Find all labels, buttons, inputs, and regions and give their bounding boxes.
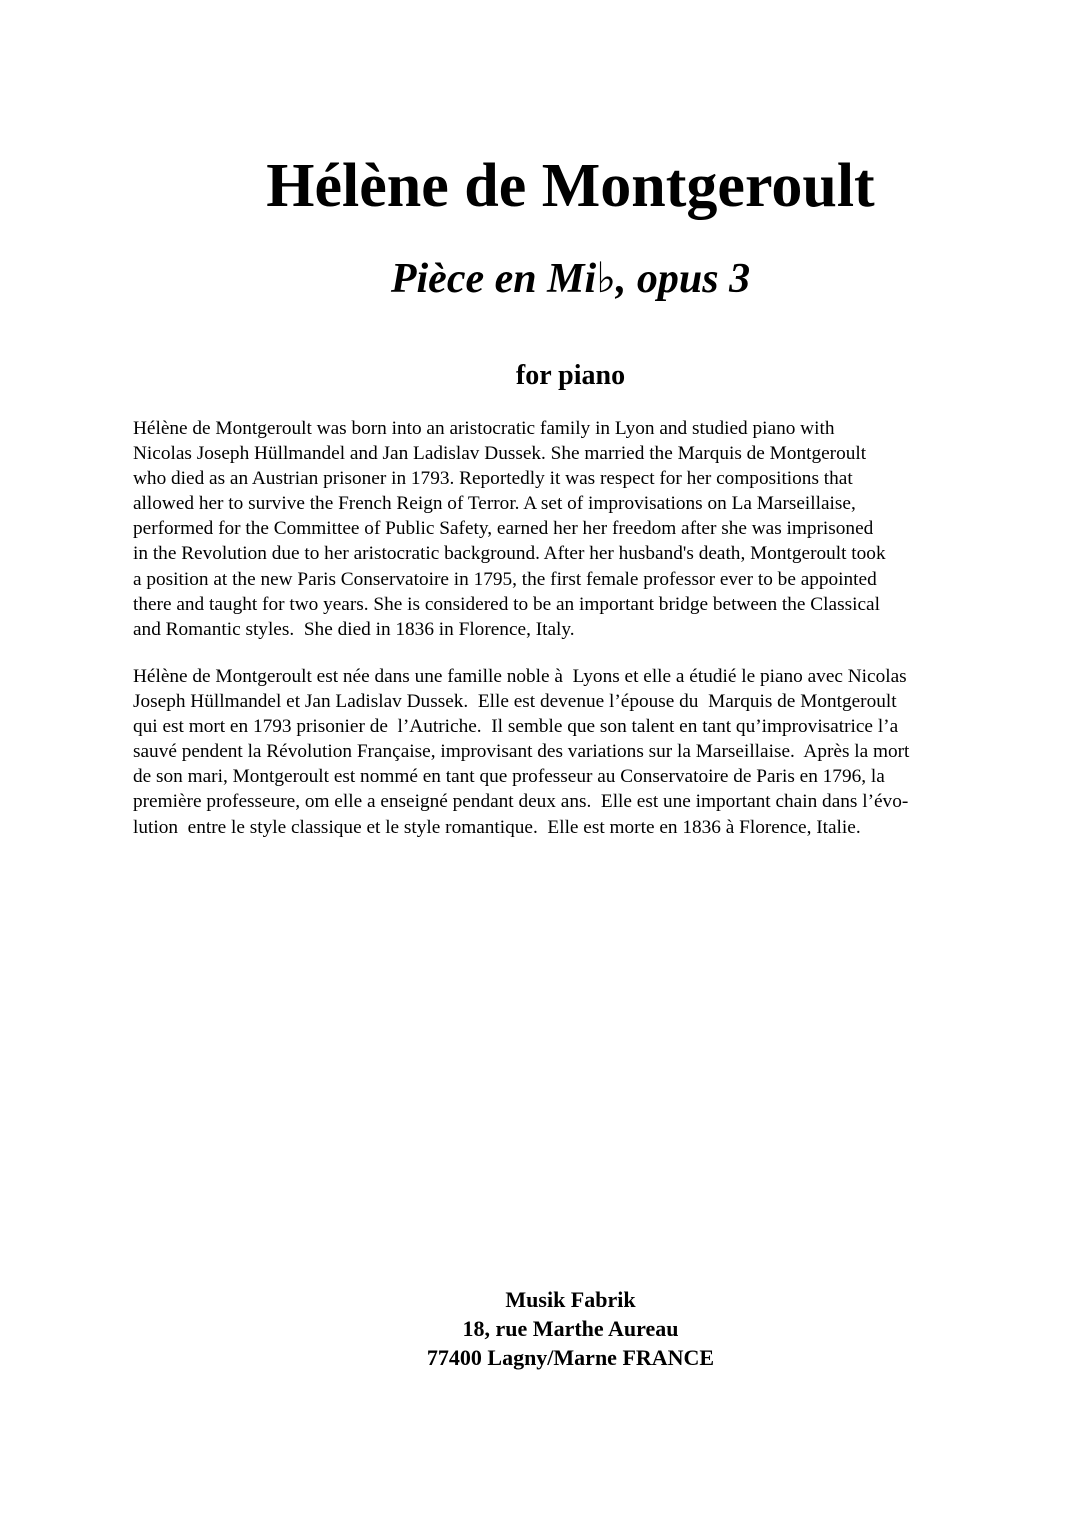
biography-french bbox=[133, 664, 1033, 840]
biography-line: Nicolas Joseph Hüllmandel and Jan Ladislav Dussek. She married the Marquis de Montgeroult bbox=[133, 443, 867, 465]
biography-line: allowed her to survive the French Reign of Terror. A set of improvisations on La Marseillaise, bbox=[133, 493, 856, 515]
biography-english bbox=[133, 416, 1033, 642]
instrumentation: for piano bbox=[515, 360, 626, 391]
biography-line: and Romantic styles. She died in 1836 in Florence, Italy. bbox=[133, 618, 575, 640]
publisher-name: Musik Fabrik bbox=[505, 1287, 636, 1312]
biography-line: qui est mort en 1793 prisonier de l’Autriche. Il semble que son talent en tant qu’improvisatrice l’a bbox=[133, 716, 899, 738]
publisher-street: 18, rue Marthe Aureau bbox=[462, 1316, 679, 1341]
biography-line: who died as an Austrian prisoner in 1793. Reportedly it was respect for her compositions that bbox=[133, 468, 853, 490]
biography-line: there and taught for two years. She is considered to be an important bridge between the Classical bbox=[133, 593, 880, 615]
biography-line: a position at the new Paris Conservatoire in 1795, the first female professor ever to be appointed bbox=[133, 568, 877, 590]
biography-line: première professeure, om elle a enseigné pendant deux ans. Elle est une important chain dans l’évo- bbox=[133, 791, 909, 813]
biography-line: Hélène de Montgeroult was born into an aristocratic family in Lyon and studied piano with bbox=[133, 418, 835, 439]
biography-line: in the Revolution due to her aristocratic background. After her husband's death, Montgeroult took bbox=[133, 543, 886, 565]
biography-line: Hélène de Montgeroult est née dans une famille noble à Lyons et elle a étudié le piano avec Nicolas bbox=[133, 666, 907, 687]
biography-line: Joseph Hüllmandel et Jan Ladislav Dussek. Elle est devenue l’épouse du Marquis de Montgeroult bbox=[133, 691, 897, 713]
composer-name: Hélène de Montgeroult bbox=[266, 152, 875, 220]
biography-line: lution entre le style classique et le style romantique. Elle est morte en 1836 à Florence, Italie. bbox=[133, 816, 861, 838]
biography-line: performed for the Committee of Public Safety, earned her her freedom after she was imprisoned bbox=[133, 518, 874, 540]
publisher-address bbox=[0, 1285, 1071, 1372]
publisher-city: 77400 Lagny/Marne FRANCE bbox=[426, 1345, 715, 1370]
biography-line: de son mari, Montgeroult est nommé en tant que professeur au Conservatoire de Paris en 1796, la bbox=[133, 766, 885, 788]
piece-title: Pièce en Mi♭, opus 3 bbox=[390, 256, 751, 302]
biography-line: sauvé pendent la Révolution Française, improvisant des variations sur la Marseillaise. Après la mort bbox=[133, 741, 910, 763]
